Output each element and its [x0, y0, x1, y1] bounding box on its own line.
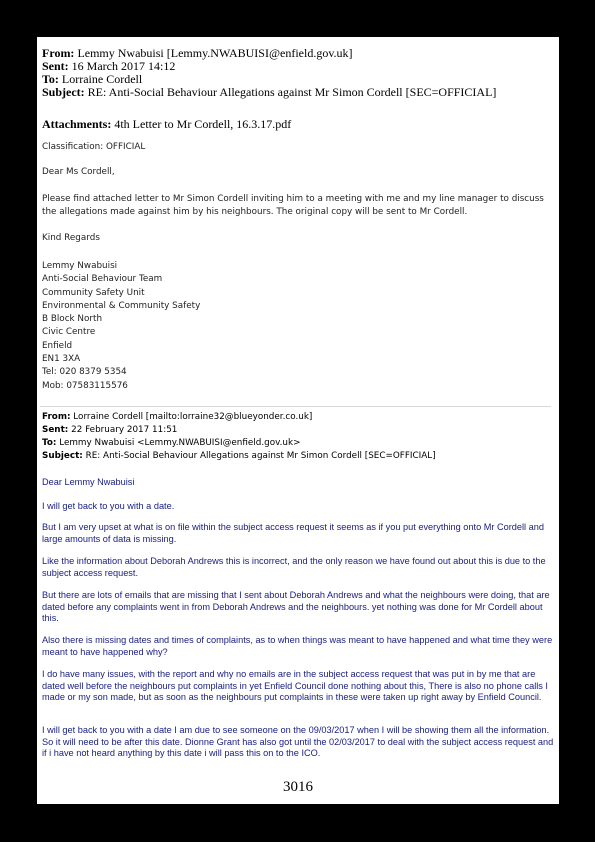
- reply-greeting: Dear Lemmy Nwabuisi: [42, 477, 135, 487]
- subject-row: Subject: RE: Anti-Social Behaviour Allegations against Mr Simon Cordell [SEC=OFFICIAL]: [42, 85, 497, 99]
- page-number: 3016: [283, 779, 313, 795]
- signature-line: EN1 3XA: [42, 354, 81, 365]
- signature-line: Community Safety Unit: [42, 287, 145, 298]
- email-header-2: [42, 411, 436, 463]
- subject-row: Subject: RE: Anti-Social Behaviour Allegations against Mr Simon Cordell [SEC=OFFICIAL]: [42, 451, 436, 461]
- reply-paragraph: I do have many issues, with the report and why no emails are in the subject access request that was put in by me that are dated well before the neighbours put complaints in yet Enfield Council done nothing about this, There is also no phone calls I made or my son made, but as soon as the neighbours put complaints in these were taken up right away by Enfield Council.: [42, 669, 548, 702]
- signature-line: Tel: 020 8379 5354: [42, 367, 127, 378]
- classification: Classification: OFFICIAL: [42, 142, 146, 152]
- message-body: Please find attached letter to Mr Simon Cordell inviting him to a meeting with me and my line manager to discuss the allegations made against him by his neighbours. The original copy will be sent to Mr Cordell.: [42, 194, 544, 217]
- sent-row: Sent: 16 March 2017 14:12: [42, 59, 176, 73]
- to-row: To: Lemmy Nwabuisi <Lemmy.NWABUISI@enfield.gov.uk>: [42, 438, 301, 448]
- signature-line: Mob: 07583115576: [42, 380, 128, 391]
- attachment-file: 4th Letter to Mr Cordell, 16.3.17.pdf: [111, 117, 292, 131]
- signature-line: B Block North: [42, 314, 103, 325]
- sent-value: 16 March 2017 14:12: [68, 59, 176, 73]
- closing: Kind Regards: [42, 233, 100, 243]
- subject-value: RE: Anti-Social Behaviour Allegations against Mr Simon Cordell [SEC=OFFICIAL]: [82, 451, 436, 461]
- to-value: Lorraine Cordell: [58, 72, 143, 86]
- from-value: Lorraine Cordell [mailto:lorraine32@blueyonder.co.uk]: [70, 412, 313, 422]
- greeting: Dear Ms Cordell,: [42, 167, 115, 177]
- email-header-1: [42, 47, 551, 99]
- from-value: Lemmy Nwabuisi [Lemmy.NWABUISI@enfield.gov.uk]: [74, 46, 353, 60]
- signature-line: Civic Centre: [42, 327, 96, 338]
- from-row: From: Lorraine Cordell [mailto:lorraine32@blueyonder.co.uk]: [42, 412, 313, 422]
- subject-value: RE: Anti-Social Behaviour Allegations against Mr Simon Cordell [SEC=OFFICIAL]: [84, 85, 497, 99]
- sent-row: Sent: 22 February 2017 11:51: [42, 425, 178, 435]
- from-row: From: Lemmy Nwabuisi [Lemmy.NWABUISI@enfield.gov.uk]: [42, 46, 353, 60]
- signature-line: Enfield: [42, 340, 73, 351]
- to-row: To: Lorraine Cordell: [42, 72, 143, 86]
- reply-paragraph: But there are lots of emails that are missing that I sent about Deborah Andrews and what the neighbours were doing, that are dated before any complaints went in from Deborah Andrews and the neighbours. yet nothing was done for Mr Cordell about this.: [42, 590, 550, 623]
- reply-paragraph: But I am very upset at what is on file within the subject access request it seems as if you put everything onto Mr Cordell and large amounts of data is missing.: [42, 522, 544, 544]
- reply-paragraph: Also there is missing dates and times of complaints, as to when things was meant to have happened and what time they were meant to have happened why?: [42, 635, 553, 657]
- reply-paragraph: Like the information about Deborah Andrews this is incorrect, and the only reason we have found out about this is due to the subject access request.: [42, 556, 546, 578]
- reply-paragraph: I will get back to you with a date I am due to see someone on the 09/03/2017 when I will be showing them all the information. So it will need to be after this date. Dionne Grant has also got until the 02/03/2017 to deal with the subject access request and if i have not heard anything by this date i will pass this on to the ICO.: [42, 725, 554, 758]
- signature-line: Lemmy Nwabuisi: [42, 261, 118, 271]
- reply-paragraph: I will get back to you with a date.: [42, 501, 175, 511]
- document-page: [37, 37, 559, 804]
- signature-line: Environmental & Community Safety: [42, 300, 201, 311]
- to-value: Lemmy Nwabuisi <Lemmy.NWABUISI@enfield.gov.uk>: [56, 438, 301, 448]
- signature-block: [42, 260, 200, 393]
- signature-line: Anti-Social Behaviour Team: [42, 274, 163, 285]
- divider: [40, 406, 551, 407]
- attachments-row: Attachments: 4th Letter to Mr Cordell, 16.3.17.pdf: [42, 117, 292, 131]
- sent-value: 22 February 2017 11:51: [68, 425, 178, 435]
